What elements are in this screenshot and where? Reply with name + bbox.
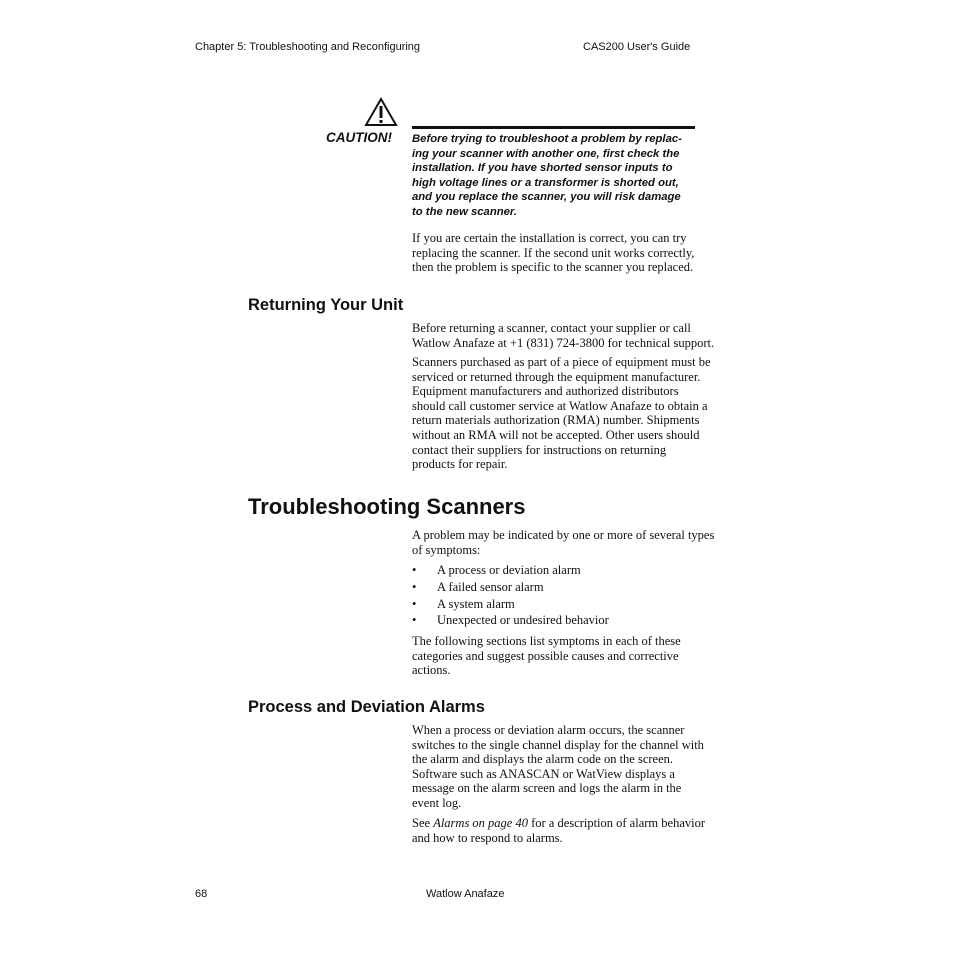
header-chapter-title: Chapter 5: Troubleshooting and Reconfiguring [195,41,421,53]
caution-label: CAUTION! [326,130,392,145]
footer-company: Watlow Anafaze [426,888,505,900]
list-item: • Unexpected or undesired behavior [412,612,609,629]
troubleshooting-paragraph-2: The following sections list symptoms in each of these categories and suggest possible causes and corrective actions. [412,634,681,678]
symptom-list [412,562,609,629]
warning-triangle-icon [364,97,398,132]
caution-rule [412,126,695,129]
process-alarms-paragraph-2: See Alarms on page 40 for a description of alarm behavior and how to respond to alarms. [412,816,705,845]
returning-paragraph-2: Scanners purchased as part of a piece of equipment must be serviced or returned through the equipment manufacturer. Equipment manufacturers and authorized distributors should call customer service at Watlow Anafaze to obtain a return materials authorization (RMA) number. Shipments without an RMA will not be accepted. Other users should contact their suppliers for instructions on returning products for repair. [412,355,711,472]
list-item: • A system alarm [412,596,609,613]
page-number: 68 [195,888,208,900]
troubleshooting-paragraph-1: A problem may be indicated by one or more of several types of symptoms: [412,528,715,557]
intro-paragraph: If you are certain the installation is correct, you can try replacing the scanner. If the second unit works correctly, then the problem is specific to the scanner you replaced. [412,231,695,275]
heading-process-deviation-alarms: Process and Deviation Alarms [248,698,485,716]
process-alarms-paragraph-1: When a process or deviation alarm occurs, the scanner switches to the single channel display for the channel with the alarm and displays the alarm code on the screen. Software such as ANASCAN or WatView displays a message on the alarm screen and logs the alarm in the event log. [412,723,704,810]
alarms-page-link[interactable]: Alarms on page 40 [433,816,528,830]
returning-paragraph-1: Before returning a scanner, contact your supplier or call Watlow Anafaze at +1 (831) 724-3800 for technical support. [412,321,715,350]
list-item: • A failed sensor alarm [412,579,609,596]
heading-returning-your-unit: Returning Your Unit [248,296,404,314]
list-item: • A process or deviation alarm [412,562,609,579]
header-guide-title: CAS200 User's Guide [583,41,691,53]
heading-troubleshooting-scanners: Troubleshooting Scanners [248,494,526,519]
caution-text: Before trying to troubleshoot a problem by replac- ing your scanner with another one, first check the installation. If you have shorted sensor inputs to high voltage lines or a transformer is shorted out, and you replace the scanner, you will risk damage to the new scanner. [412,133,682,218]
